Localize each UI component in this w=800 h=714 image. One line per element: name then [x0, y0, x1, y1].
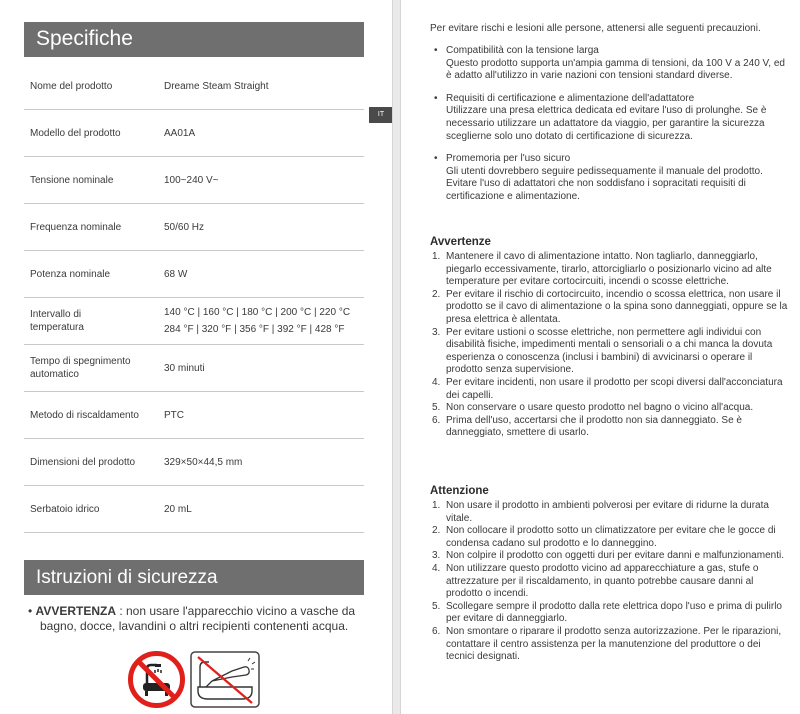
item-text: Non conservare o usare questo prodotto nel bagno o vicino all'acqua.	[446, 402, 754, 414]
precaution-text: Gli utenti dovrebbero seguire pedissequamente il manuale del prodotto. Evitare l'uso di adattatori che non soddisfano i sopracitati requisiti di certificazione e alimentazione.	[446, 165, 763, 202]
spec-value	[164, 304, 364, 338]
warnings-title: Avvertenze	[430, 236, 491, 248]
spec-row	[24, 392, 364, 439]
spec-value	[164, 407, 364, 424]
precautions-intro: Per evitare rischi e lesioni alle persone, attenersi alle seguenti precauzioni.	[430, 23, 761, 34]
item-number: 6.	[432, 625, 441, 637]
item-text: Per evitare ustioni o scosse elettriche, non permettere agli individui con disabilità fisiche, impedimenti mentali o sensoriali o a chi manca la dovuta esperienza o conoscenza (inclusi i bambini) di avvicinarsi o operare il prodotto senza supervisione.	[446, 326, 773, 376]
spec-row	[24, 251, 364, 298]
warning-text: : non usare l'apparecchio vicino a vasche da bagno, docce, lavandini o altri recipienti contenenti acqua.	[40, 604, 356, 633]
spec-label: Metodo di riscaldamento	[30, 409, 139, 421]
spec-value-line: Dreame Steam Straight	[164, 80, 269, 92]
item-number: 2.	[432, 288, 441, 300]
warning-item	[430, 415, 790, 440]
spec-row	[24, 345, 364, 392]
spec-value-line: 30 minuti	[164, 362, 205, 374]
item-text: Per evitare incidenti, non usare il prodotto per scopi diversi dall'acconciatura dei capelli.	[446, 376, 783, 401]
page-gutter	[392, 0, 401, 714]
warning-icons	[128, 651, 268, 711]
spec-value	[164, 219, 364, 236]
caution-item	[430, 563, 790, 601]
spec-label: Tempo di spegnimento automatico	[30, 356, 131, 380]
spec-row	[24, 157, 364, 204]
precautions-list	[430, 45, 790, 214]
item-text: Mantenere il cavo di alimentazione intatto. Non tagliarlo, danneggiarlo, piegarlo eccessivamente, tirarlo, attorcigliarlo o posizionarlo vicino ad alte temperature per evitare cortocircuiti, incendi o scosse elettriche.	[446, 251, 772, 288]
spec-value	[164, 454, 364, 471]
warning-item	[430, 377, 790, 402]
item-number: 4.	[432, 562, 441, 574]
left-page	[0, 0, 392, 714]
caution-item	[430, 500, 790, 525]
spec-label: Nome del prodotto	[30, 80, 113, 92]
caution-item	[430, 626, 790, 664]
spec-label: Frequenza nominale	[30, 221, 122, 233]
item-number: 5.	[432, 600, 441, 612]
warnings-list	[430, 251, 790, 440]
precaution-item	[430, 153, 790, 203]
item-text: Non usare il prodotto in ambienti polverosi per evitare di ridurne la durata vitale.	[446, 500, 769, 524]
spec-row	[24, 298, 364, 345]
spec-row	[24, 63, 364, 110]
spec-row	[24, 204, 364, 251]
caution-title: Attenzione	[430, 485, 489, 497]
precaution-text: Utilizzare una presa elettrica dedicata ed evitare l'uso di prolunghe. Se è necessario utilizzare un adattatore da viaggio, per garantire la sicurezza sceglierne solo uno dotato di certificazione di sicurezza.	[446, 105, 767, 142]
language-tab-left: IT	[369, 107, 393, 123]
spec-value-line: 100~240 V~	[164, 174, 219, 186]
item-number: 4.	[432, 376, 441, 388]
caution-item	[430, 550, 790, 563]
safety-warning: • AVVERTENZA : non usare l'apparecchio vicino a vasche da bagno, docce, lavandini o altri recipienti contenenti acqua.	[28, 604, 356, 633]
spec-label: Modello del prodotto	[30, 127, 121, 139]
item-number: 3.	[432, 550, 441, 562]
precaution-title: • Promemoria per l'uso sicuro	[446, 153, 571, 165]
item-text: Prima dell'uso, accertarsi che il prodotto non sia danneggiato. Se è danneggiato, smettere di usarlo.	[446, 414, 742, 439]
spec-row	[24, 486, 364, 533]
spec-value	[164, 360, 364, 377]
spec-value	[164, 78, 364, 95]
spec-value-line: 140 °C | 160 °C | 180 °C | 200 °C | 220 °C	[164, 307, 351, 318]
caution-item	[430, 601, 790, 626]
no-water-bath-icon	[128, 651, 185, 708]
precaution-text: Questo prodotto supporta un'ampia gamma di tensioni, da 100 V a 240 V, ed è adatto all'utilizzo in varie nazioni con tensioni standard diverse.	[446, 57, 785, 82]
precaution-item	[430, 45, 790, 83]
warning-item	[430, 289, 790, 327]
spec-value-line: 50/60 Hz	[164, 221, 205, 233]
item-number: 6.	[432, 414, 441, 426]
item-number: 5.	[432, 402, 441, 414]
item-number: 2.	[432, 525, 441, 537]
spec-value	[164, 501, 364, 518]
precaution-item	[430, 93, 790, 143]
item-text: Non smontare o riparare il prodotto senza autorizzazione. Per le riparazioni, contattare il centro assistenza per la manutenzione del produttore o dei tecnici designati.	[446, 625, 782, 663]
spec-row	[24, 439, 364, 486]
precaution-title: • Requisiti di certificazione e alimentazione dell'adattatore	[446, 92, 695, 104]
spec-value	[164, 266, 364, 283]
spec-row	[24, 110, 364, 157]
item-text: Scollegare sempre il prodotto dalla rete elettrica dopo l'uso e prima di pulirlo per evitare di danneggiarlo.	[446, 600, 782, 625]
spec-value-line: 329×50×44,5 mm	[164, 456, 243, 468]
caution-item	[430, 525, 790, 550]
spec-label: Tensione nominale	[30, 174, 114, 186]
spec-value	[164, 125, 364, 142]
warning-item	[430, 327, 790, 377]
specs-title: Specifiche	[24, 22, 364, 57]
spec-label: Serbatoio idrico	[30, 503, 100, 515]
item-text: Per evitare il rischio di cortocircuito, incendio o scossa elettrica, non usare il prodotto se il cavo di alimentazione o la spina sono danneggiati, oppure se la presa elettrica è allentata.	[446, 288, 788, 325]
spec-label: Intervallo di temperatura	[30, 309, 84, 333]
spec-value-line: PTC	[164, 409, 184, 421]
spec-value-line: 284 °F | 320 °F | 356 °F | 392 °F | 428 °F	[164, 324, 345, 335]
precaution-title: • Compatibilità con la tensione larga	[446, 45, 599, 56]
caution-list	[430, 500, 790, 664]
warning-item	[430, 402, 790, 415]
item-number: 1.	[432, 500, 441, 511]
spec-value-line: 20 mL	[164, 503, 192, 515]
warning-label: AVVERTENZA	[35, 604, 116, 618]
no-hair-device-in-bath-icon	[190, 651, 260, 708]
item-number: 3.	[432, 326, 441, 338]
spec-value-line: 68 W	[164, 268, 188, 280]
item-text: Non collocare il prodotto sotto un climatizzatore per evitare che le gocce di condensa cadano sul prodotto e lo danneggino.	[446, 525, 776, 549]
safety-title: Istruzioni di sicurezza	[24, 560, 364, 595]
item-text: Non colpire il prodotto con oggetti duri per evitare danni e malfunzionamenti.	[446, 550, 784, 562]
item-number: 1.	[432, 251, 441, 262]
warning-item	[430, 251, 790, 289]
right-page	[401, 0, 800, 714]
specs-table	[24, 63, 364, 533]
spec-value	[164, 172, 364, 189]
spec-label: Dimensioni del prodotto	[30, 456, 136, 468]
spec-value-line: AA01A	[164, 127, 196, 139]
spec-label: Potenza nominale	[30, 268, 111, 280]
item-text: Non utilizzare questo prodotto vicino ad apparecchiature a gas, stufe o attrezzature per il riscaldamento, in quanto potrebbe causare danni al prodotto o incendi.	[446, 562, 759, 600]
